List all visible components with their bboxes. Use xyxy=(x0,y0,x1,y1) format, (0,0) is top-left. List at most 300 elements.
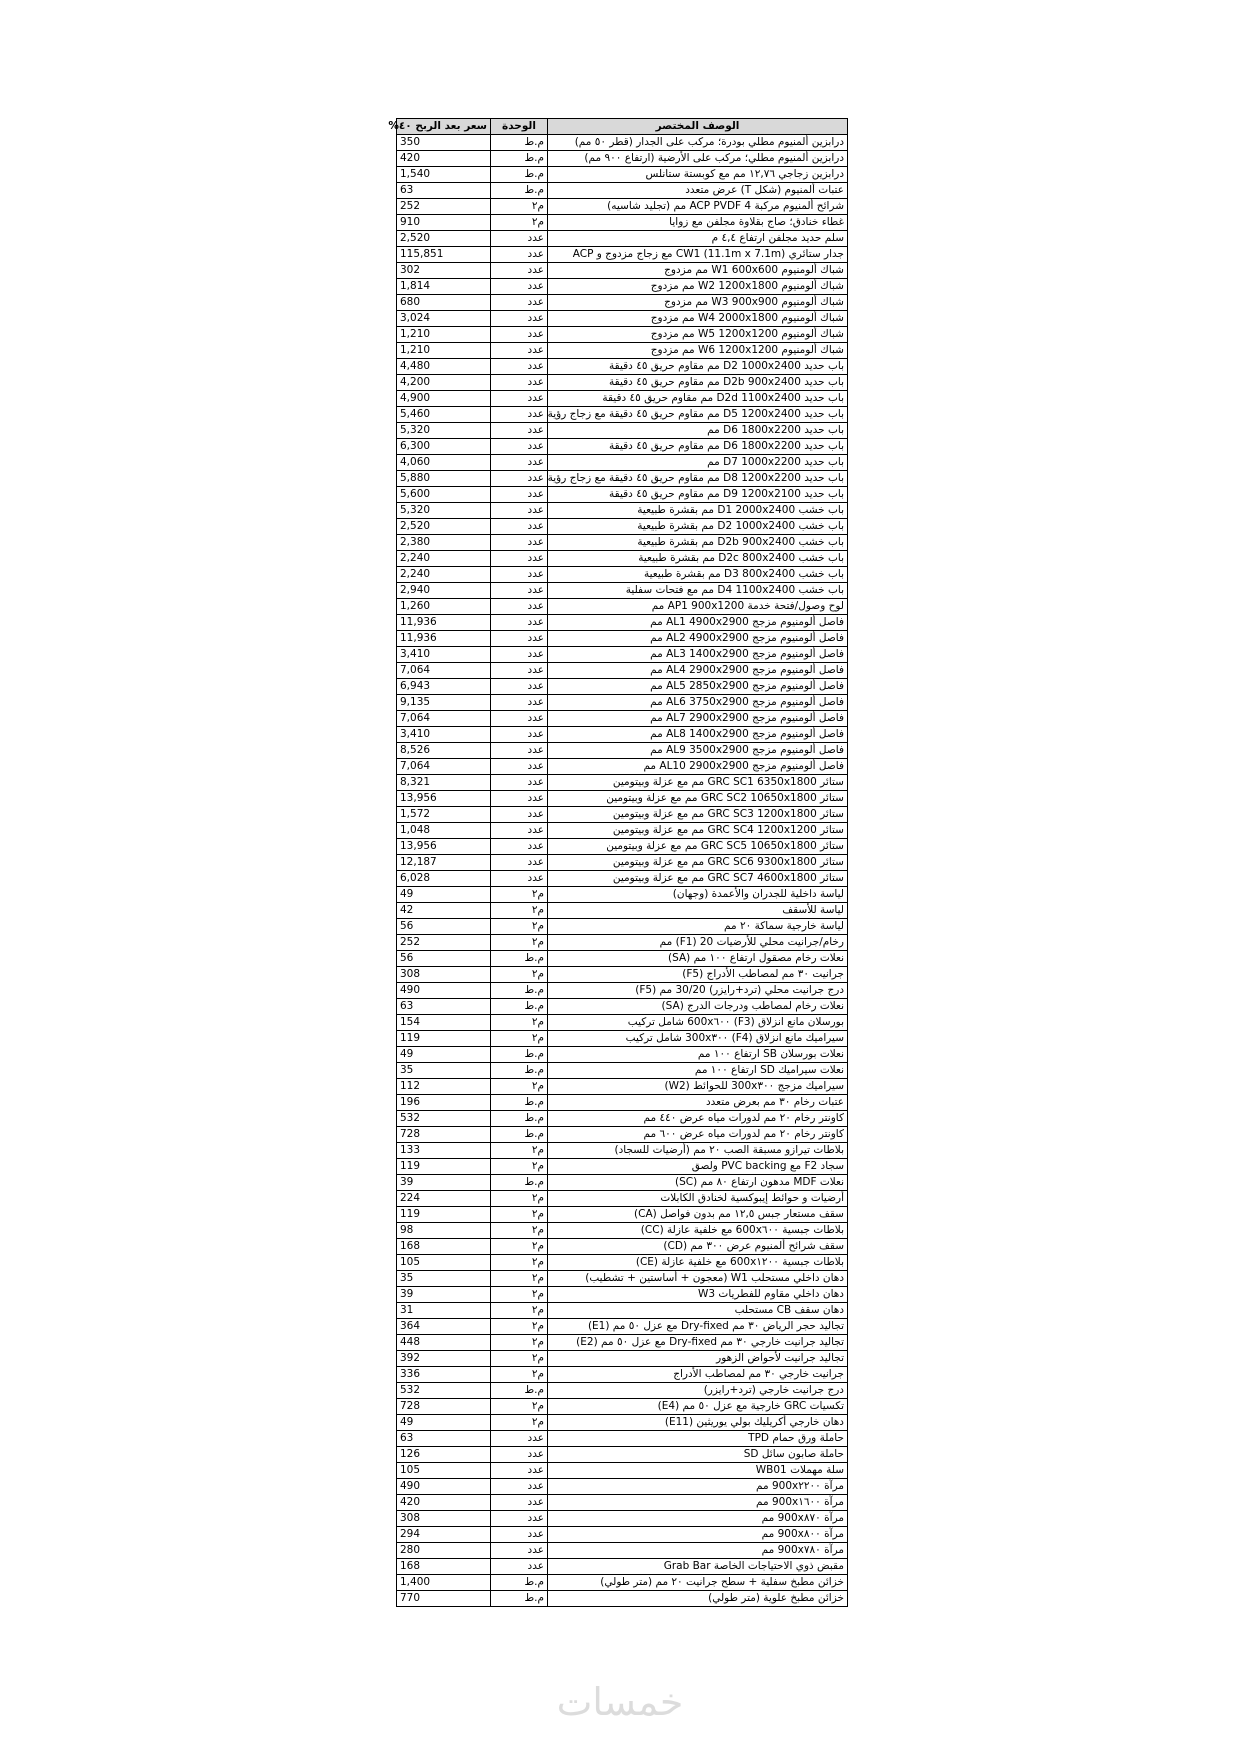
row-description: درابزين زجاجي ١٢,٧٦ مم مع كوبستة ستانلس xyxy=(548,167,848,183)
table-row xyxy=(397,503,848,519)
row-unit: م٢ xyxy=(491,1159,548,1175)
table-row xyxy=(397,1191,848,1207)
table-row xyxy=(397,1079,848,1095)
row-description: باب حديد D5 1200x2400 مم مقاوم حريق ٤٥ دقيقة مع زجاج رؤية xyxy=(548,407,848,423)
row-description: سلم حديد مجلفن ارتفاع ٤,٤ م xyxy=(548,231,848,247)
row-unit: عدد xyxy=(491,567,548,583)
row-description: سيراميك مزجج 300x٣٠٠ للحوائط (W2) xyxy=(548,1079,848,1095)
row-price: 2,520 xyxy=(397,231,491,247)
row-unit: م.ط xyxy=(491,1383,548,1399)
table-row xyxy=(397,647,848,663)
row-unit: عدد xyxy=(491,439,548,455)
row-description: مرآة 900x٨٠٠ مم xyxy=(548,1527,848,1543)
table-row xyxy=(397,1303,848,1319)
table-row xyxy=(397,615,848,631)
row-price: 1,048 xyxy=(397,823,491,839)
table-row xyxy=(397,1335,848,1351)
row-description: باب خشب D3 800x2400 مم بقشرة طبيعية xyxy=(548,567,848,583)
table-row xyxy=(397,1447,848,1463)
row-description: ستائر GRC SC4 1200x1200 مم مع عزلة وبيتومين xyxy=(548,823,848,839)
row-unit: عدد xyxy=(491,551,548,567)
row-description: ستائر GRC SC3 1200x1800 مم مع عزلة وبيتومين xyxy=(548,807,848,823)
row-unit: عدد xyxy=(491,1527,548,1543)
row-unit: م.ط xyxy=(491,1047,548,1063)
row-price: 6,028 xyxy=(397,871,491,887)
table-row xyxy=(397,1287,848,1303)
row-price: 3,410 xyxy=(397,727,491,743)
row-description: باب حديد D7 1000x2200 مم xyxy=(548,455,848,471)
row-description: دهان داخلي مستحلب W1 (معجون + أساستين + تشطيب) xyxy=(548,1271,848,1287)
row-price: 115,851 xyxy=(397,247,491,263)
row-unit: عدد xyxy=(491,519,548,535)
row-price: 56 xyxy=(397,951,491,967)
row-unit: عدد xyxy=(491,615,548,631)
row-description: مرآة 900x٢٢٠٠ مم xyxy=(548,1479,848,1495)
row-unit: عدد xyxy=(491,375,548,391)
row-unit: عدد xyxy=(491,263,548,279)
table-row xyxy=(397,1479,848,1495)
table-row xyxy=(397,215,848,231)
row-unit: م٢ xyxy=(491,935,548,951)
row-description: فاصل ألومنيوم مزجج AL2 4900x2900 مم xyxy=(548,631,848,647)
row-unit: عدد xyxy=(491,535,548,551)
row-description: درج جرانيت خارجي (ترد+رايزر) xyxy=(548,1383,848,1399)
table-row xyxy=(397,1399,848,1415)
row-unit: م٢ xyxy=(491,1239,548,1255)
row-description: جرانيت خارجي ٣٠ مم لمصاطب الأدراج xyxy=(548,1367,848,1383)
row-price: 4,480 xyxy=(397,359,491,375)
row-price: 1,572 xyxy=(397,807,491,823)
table-row xyxy=(397,983,848,999)
table-row xyxy=(397,231,848,247)
table-row xyxy=(397,1063,848,1079)
row-description: فاصل ألومنيوم مزجج AL9 3500x2900 مم xyxy=(548,743,848,759)
row-price: 532 xyxy=(397,1383,491,1399)
table-row xyxy=(397,343,848,359)
row-description: غطاء خنادق؛ صاج بقلاوة مجلفن مع زوايا xyxy=(548,215,848,231)
row-price: 119 xyxy=(397,1207,491,1223)
table-row xyxy=(397,1543,848,1559)
table-row xyxy=(397,1127,848,1143)
row-price: 11,936 xyxy=(397,631,491,647)
table-row xyxy=(397,391,848,407)
table-row xyxy=(397,311,848,327)
table-row xyxy=(397,1527,848,1543)
table-row xyxy=(397,1319,848,1335)
row-unit: عدد xyxy=(491,807,548,823)
table-row xyxy=(397,375,848,391)
row-description: لوح وصول/فتحة خدمة AP1 900x1200 مم xyxy=(548,599,848,615)
table-row xyxy=(397,1207,848,1223)
row-description: درابزين ألمنيوم مطلي بودرة؛ مركب على الجدار (قطر ٥٠ مم) xyxy=(548,135,848,151)
row-description: مرآة 900x٧٨٠ مم xyxy=(548,1543,848,1559)
row-unit: عدد xyxy=(491,471,548,487)
table-row xyxy=(397,1255,848,1271)
row-description: بورسلان مانع انزلاق (F3) 600x٦٠٠ شامل تركيب xyxy=(548,1015,848,1031)
row-price: 7,064 xyxy=(397,759,491,775)
row-description: باب خشب D4 1100x2400 مم مع فتحات سفلية xyxy=(548,583,848,599)
price-table xyxy=(388,118,848,1607)
row-description: باب خشب D1 2000x2400 مم بقشرة طبيعية xyxy=(548,503,848,519)
row-price: 13,956 xyxy=(397,791,491,807)
table-row xyxy=(397,1047,848,1063)
table-row xyxy=(397,1591,848,1607)
row-unit: م٢ xyxy=(491,1271,548,1287)
table-row xyxy=(397,967,848,983)
row-price: 3,410 xyxy=(397,647,491,663)
row-price: 11,936 xyxy=(397,615,491,631)
row-description: شباك ألومنيوم W3 900x900 مم مزدوج xyxy=(548,295,848,311)
row-price: 5,320 xyxy=(397,503,491,519)
row-unit: م٢ xyxy=(491,1335,548,1351)
table-row xyxy=(397,1111,848,1127)
row-price: 5,600 xyxy=(397,487,491,503)
row-unit: م٢ xyxy=(491,967,548,983)
table-row xyxy=(397,1095,848,1111)
table-row xyxy=(397,871,848,887)
table-row xyxy=(397,1367,848,1383)
row-unit: م.ط xyxy=(491,183,548,199)
table-row xyxy=(397,999,848,1015)
row-unit: م٢ xyxy=(491,199,548,215)
row-unit: عدد xyxy=(491,759,548,775)
table-row xyxy=(397,519,848,535)
table-row xyxy=(397,487,848,503)
table-row xyxy=(397,807,848,823)
row-description: تجاليد جرانيت لأحواض الزهور xyxy=(548,1351,848,1367)
row-price: 728 xyxy=(397,1399,491,1415)
row-description: حاملة صابون سائل SD xyxy=(548,1447,848,1463)
table-row xyxy=(397,567,848,583)
row-unit: م.ط xyxy=(491,999,548,1015)
row-unit: عدد xyxy=(491,647,548,663)
row-price: 680 xyxy=(397,295,491,311)
row-price: 2,520 xyxy=(397,519,491,535)
row-unit: عدد xyxy=(491,327,548,343)
row-price: 49 xyxy=(397,1415,491,1431)
row-price: 7,064 xyxy=(397,663,491,679)
row-description: نعلات بورسلان SB ارتفاع ١٠٠ مم xyxy=(548,1047,848,1063)
table-row xyxy=(397,1223,848,1239)
row-description: تجاليد حجر الرياض ٣٠ مم Dry-fixed مع عزل ٥٠ مم (E1) xyxy=(548,1319,848,1335)
table-row xyxy=(397,535,848,551)
row-description: جرانيت ٣٠ مم لمصاطب الأدراج (F5) xyxy=(548,967,848,983)
row-description: حاملة ورق حمام TPD xyxy=(548,1431,848,1447)
row-unit: عدد xyxy=(491,743,548,759)
row-description: باب حديد D9 1200x2100 مم مقاوم حريق ٤٥ دقيقة xyxy=(548,487,848,503)
table-row xyxy=(397,679,848,695)
table-row xyxy=(397,1015,848,1031)
row-unit: عدد xyxy=(491,455,548,471)
table-row xyxy=(397,1511,848,1527)
table-row xyxy=(397,471,848,487)
row-description: أرضيات و حوائط إيبوكسية لخنادق الكابلات xyxy=(548,1191,848,1207)
table-row xyxy=(397,791,848,807)
row-unit: م٢ xyxy=(491,1319,548,1335)
table-row xyxy=(397,279,848,295)
row-price: 12,187 xyxy=(397,855,491,871)
table-row xyxy=(397,359,848,375)
row-description: نعلات سيراميك SD ارتفاع ١٠٠ مم xyxy=(548,1063,848,1079)
row-price: 308 xyxy=(397,967,491,983)
row-price: 7,064 xyxy=(397,711,491,727)
table-row xyxy=(397,695,848,711)
table-row xyxy=(397,1143,848,1159)
row-unit: عدد xyxy=(491,839,548,855)
table-row xyxy=(397,327,848,343)
row-unit: عدد xyxy=(491,583,548,599)
row-price: 119 xyxy=(397,1031,491,1047)
row-price: 448 xyxy=(397,1335,491,1351)
table-row xyxy=(397,887,848,903)
row-price: 336 xyxy=(397,1367,491,1383)
table-row xyxy=(397,407,848,423)
row-price: 35 xyxy=(397,1063,491,1079)
row-unit: م.ط xyxy=(491,1095,548,1111)
table-row xyxy=(397,1431,848,1447)
header-unit: الوحدة xyxy=(491,119,548,135)
table-row xyxy=(397,263,848,279)
row-description: باب حديد D2 1000x2400 مم مقاوم حريق ٤٥ دقيقة xyxy=(548,359,848,375)
row-description: باب خشب D2 1000x2400 مم بقشرة طبيعية xyxy=(548,519,848,535)
row-price: 420 xyxy=(397,151,491,167)
row-description: فاصل ألومنيوم مزجج AL3 1400x2900 مم xyxy=(548,647,848,663)
row-unit: عدد xyxy=(491,311,548,327)
row-unit: م.ط xyxy=(491,1063,548,1079)
row-price: 9,135 xyxy=(397,695,491,711)
row-description: نعلات MDF مدهون ارتفاع ٨٠ مم (SC) xyxy=(548,1175,848,1191)
table-row xyxy=(397,903,848,919)
row-unit: عدد xyxy=(491,775,548,791)
row-unit: م.ط xyxy=(491,1127,548,1143)
row-price: 728 xyxy=(397,1127,491,1143)
row-description: عتبات رخام ٣٠ مم بعرض متعدد xyxy=(548,1095,848,1111)
row-price: 490 xyxy=(397,1479,491,1495)
row-unit: عدد xyxy=(491,279,548,295)
row-unit: عدد xyxy=(491,695,548,711)
table-row xyxy=(397,951,848,967)
row-price: 2,380 xyxy=(397,535,491,551)
table-row xyxy=(397,1415,848,1431)
table-row xyxy=(397,423,848,439)
row-unit: عدد xyxy=(491,1495,548,1511)
row-price: 350 xyxy=(397,135,491,151)
row-description: تكسيات GRC خارجية مع عزل ٥٠ مم (E4) xyxy=(548,1399,848,1415)
row-unit: م٢ xyxy=(491,1255,548,1271)
row-price: 280 xyxy=(397,1543,491,1559)
row-price: 224 xyxy=(397,1191,491,1207)
table-row xyxy=(397,823,848,839)
row-description: نعلات رخام مصقول ارتفاع ١٠٠ مم (SA) xyxy=(548,951,848,967)
table-row xyxy=(397,1271,848,1287)
row-price: 294 xyxy=(397,1527,491,1543)
row-unit: عدد xyxy=(491,1431,548,1447)
row-price: 133 xyxy=(397,1143,491,1159)
row-price: 1,210 xyxy=(397,327,491,343)
row-unit: م.ط xyxy=(491,1591,548,1607)
table-row xyxy=(397,743,848,759)
table-row xyxy=(397,1239,848,1255)
table-row xyxy=(397,1159,848,1175)
row-description: كاونتر رخام ٢٠ مم لدورات مياه عرض ٤٤٠ مم xyxy=(548,1111,848,1127)
header-description: الوصف المختصر xyxy=(548,119,848,135)
table-row xyxy=(397,151,848,167)
row-description: سقف مستعار جبس ١٢,٥ مم بدون فواصل (CA) xyxy=(548,1207,848,1223)
row-price: 1,400 xyxy=(397,1575,491,1591)
row-price: 1,210 xyxy=(397,343,491,359)
row-price: 308 xyxy=(397,1511,491,1527)
table-row xyxy=(397,1351,848,1367)
row-unit: م٢ xyxy=(491,1031,548,1047)
table-row xyxy=(397,1031,848,1047)
row-unit: عدد xyxy=(491,359,548,375)
row-unit: عدد xyxy=(491,711,548,727)
row-price: 4,900 xyxy=(397,391,491,407)
table-row xyxy=(397,1495,848,1511)
table-row xyxy=(397,919,848,935)
row-description: بلاطات جبسية 600x١٢٠٠ مع خلفية عازلة (CE) xyxy=(548,1255,848,1271)
row-unit: م٢ xyxy=(491,1367,548,1383)
row-price: 105 xyxy=(397,1463,491,1479)
table-row xyxy=(397,247,848,263)
row-description: ستائر GRC SC1 6350x1800 مم مع عزلة وبيتومين xyxy=(548,775,848,791)
row-price: 49 xyxy=(397,887,491,903)
row-unit: م٢ xyxy=(491,1415,548,1431)
row-price: 196 xyxy=(397,1095,491,1111)
row-price: 420 xyxy=(397,1495,491,1511)
row-unit: م٢ xyxy=(491,1223,548,1239)
row-unit: عدد xyxy=(491,679,548,695)
row-price: 6,300 xyxy=(397,439,491,455)
row-description: ستائر GRC SC6 9300x1800 مم مع عزلة وبيتومين xyxy=(548,855,848,871)
row-price: 1,814 xyxy=(397,279,491,295)
row-unit: م٢ xyxy=(491,1287,548,1303)
row-description: فاصل ألومنيوم مزجج AL6 3750x2900 مم xyxy=(548,695,848,711)
row-unit: عدد xyxy=(491,663,548,679)
row-price: 364 xyxy=(397,1319,491,1335)
row-description: كاونتر رخام ٢٠ مم لدورات مياه عرض ٦٠٠ مم xyxy=(548,1127,848,1143)
row-unit: م.ط xyxy=(491,1111,548,1127)
row-unit: م٢ xyxy=(491,1207,548,1223)
row-unit: عدد xyxy=(491,1463,548,1479)
row-price: 8,321 xyxy=(397,775,491,791)
row-description: فاصل ألومنيوم مزجج AL7 2900x2900 مم xyxy=(548,711,848,727)
row-unit: عدد xyxy=(491,823,548,839)
row-price: 39 xyxy=(397,1287,491,1303)
table-row xyxy=(397,583,848,599)
row-price: 63 xyxy=(397,999,491,1015)
row-description: فاصل ألومنيوم مزجج AL4 2900x2900 مم xyxy=(548,663,848,679)
row-description: دهان داخلي مقاوم للفطريات W3 xyxy=(548,1287,848,1303)
table-row xyxy=(397,1559,848,1575)
row-unit: م.ط xyxy=(491,151,548,167)
row-unit: م.ط xyxy=(491,983,548,999)
row-description: نعلات رخام لمصاطب ودرجات الدرج (SA) xyxy=(548,999,848,1015)
row-description: باب خشب D2b 900x2400 مم بقشرة طبيعية xyxy=(548,535,848,551)
table-row xyxy=(397,775,848,791)
row-unit: عدد xyxy=(491,503,548,519)
table-row xyxy=(397,183,848,199)
row-price: 98 xyxy=(397,1223,491,1239)
row-price: 13,956 xyxy=(397,839,491,855)
row-description: خزائن مطبخ علوية (متر طولي) xyxy=(548,1591,848,1607)
row-unit: عدد xyxy=(491,423,548,439)
row-unit: م٢ xyxy=(491,215,548,231)
row-unit: م٢ xyxy=(491,1191,548,1207)
row-unit: عدد xyxy=(491,231,548,247)
row-description: فاصل ألومنيوم مزجج AL1 4900x2900 مم xyxy=(548,615,848,631)
row-price: 63 xyxy=(397,183,491,199)
row-description: باب حديد D8 1200x2200 مم مقاوم حريق ٤٥ دقيقة مع زجاج رؤية xyxy=(548,471,848,487)
row-price: 1,540 xyxy=(397,167,491,183)
row-unit: عدد xyxy=(491,407,548,423)
row-unit: م٢ xyxy=(491,919,548,935)
row-description: لياسة خارجية سماكة ٢٠ مم xyxy=(548,919,848,935)
row-price: 252 xyxy=(397,935,491,951)
row-description: جدار ستائري CW1 (11.1m x 7.1m) مع زجاج مزدوج و ACP xyxy=(548,247,848,263)
row-description: بلاطات تيرازو مسبقة الصب ٢٠ مم (أرضيات للسجاد) xyxy=(548,1143,848,1159)
row-price: 168 xyxy=(397,1559,491,1575)
row-description: رخام/جرانيت محلي للأرضيات 20 (F1) مم xyxy=(548,935,848,951)
row-description: باب حديد D6 1800x2200 مم xyxy=(548,423,848,439)
row-unit: م.ط xyxy=(491,167,548,183)
table-row xyxy=(397,711,848,727)
row-description: خزائن مطبخ سفلية + سطح جرانيت ٢٠ مم (متر طولي) xyxy=(548,1575,848,1591)
table-row xyxy=(397,1175,848,1191)
row-unit: عدد xyxy=(491,343,548,359)
row-price: 168 xyxy=(397,1239,491,1255)
row-unit: م٢ xyxy=(491,1351,548,1367)
row-description: تجاليد جرانيت خارجي ٣٠ مم Dry-fixed مع عزل ٥٠ مم (E2) xyxy=(548,1335,848,1351)
table-row xyxy=(397,631,848,647)
table-row xyxy=(397,455,848,471)
row-unit: م٢ xyxy=(491,1015,548,1031)
row-price: 49 xyxy=(397,1047,491,1063)
row-description: سلة مهملات WB01 xyxy=(548,1463,848,1479)
row-description: مرآة 900x١٦٠٠ مم xyxy=(548,1495,848,1511)
row-price: 119 xyxy=(397,1159,491,1175)
row-price: 35 xyxy=(397,1271,491,1287)
row-description: لياسة للأسقف xyxy=(548,903,848,919)
table-body xyxy=(397,135,848,1607)
table-row xyxy=(397,199,848,215)
table-row xyxy=(397,727,848,743)
row-price: 112 xyxy=(397,1079,491,1095)
row-price: 910 xyxy=(397,215,491,231)
row-unit: عدد xyxy=(491,871,548,887)
row-price: 4,200 xyxy=(397,375,491,391)
row-description: سيراميك مانع انزلاق (F4) 300x٣٠٠ شامل تركيب xyxy=(548,1031,848,1047)
row-price: 5,460 xyxy=(397,407,491,423)
row-unit: م٢ xyxy=(491,1399,548,1415)
row-description: لياسة داخلية للجدران والأعمدة (وجهان) xyxy=(548,887,848,903)
row-unit: عدد xyxy=(491,487,548,503)
row-description: ستائر GRC SC7 4600x1800 مم مع عزلة وبيتومين xyxy=(548,871,848,887)
row-unit: م.ط xyxy=(491,1175,548,1191)
row-price: 2,240 xyxy=(397,567,491,583)
row-price: 126 xyxy=(397,1447,491,1463)
row-description: سقف شرائح ألمنيوم عرض ٣٠٠ مم (CD) xyxy=(548,1239,848,1255)
row-unit: م.ط xyxy=(491,951,548,967)
row-description: بلاطات جبسية 600x٦٠٠ مع خلفية عازلة (CC) xyxy=(548,1223,848,1239)
row-price: 154 xyxy=(397,1015,491,1031)
row-price: 63 xyxy=(397,1431,491,1447)
row-unit: م٢ xyxy=(491,903,548,919)
table-row xyxy=(397,1575,848,1591)
row-price: 392 xyxy=(397,1351,491,1367)
row-price: 42 xyxy=(397,903,491,919)
table-row xyxy=(397,135,848,151)
